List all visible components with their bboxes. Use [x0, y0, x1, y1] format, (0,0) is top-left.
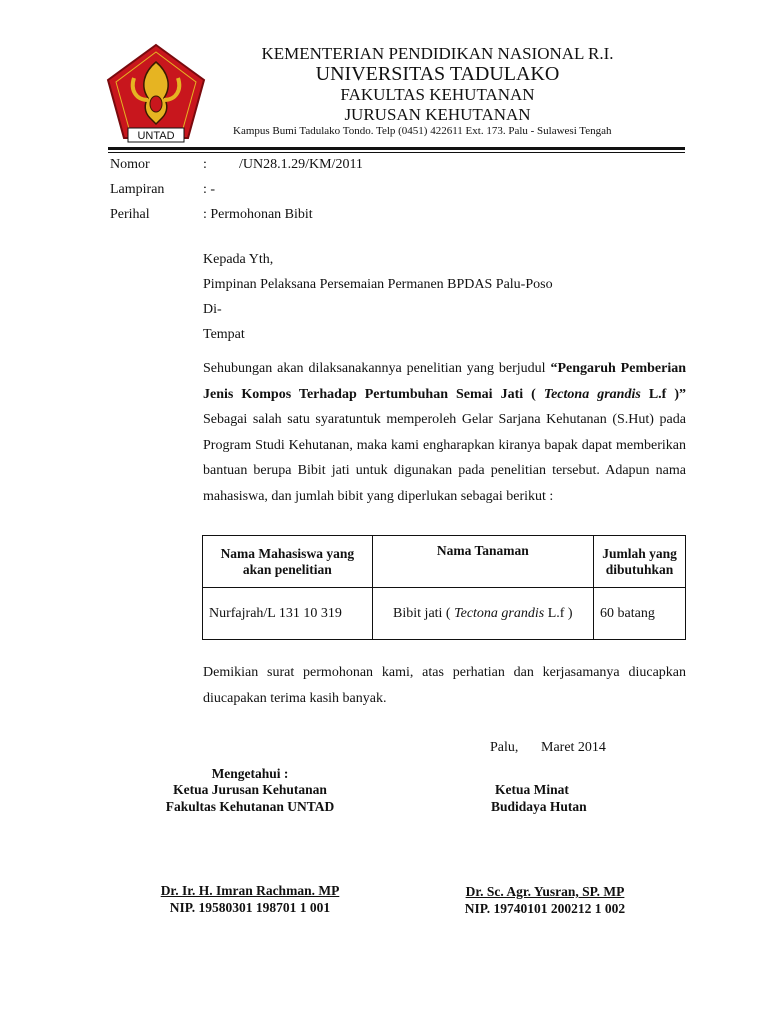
header-divider-thin [108, 152, 685, 153]
perihal-label: Perihal [110, 207, 150, 222]
right-signer-title2: Budidaya Hutan [491, 799, 587, 814]
closing-paragraph: Demikian surat permohonan kami, atas perhatian dan kerjasamanya diucapkan diucapakan terima kasih banyak. [203, 665, 686, 706]
campus-address: Kampus Bumi Tadulako Tondo. Telp (0451) 422611 Ext. 173. Palu - Sulawesi Tengah [233, 125, 612, 137]
header-plant: Nama Tanaman [372, 536, 593, 588]
research-title-species: Tectona grandis [543, 386, 641, 402]
perihal-value: : Permohonan Bibit [203, 207, 313, 222]
body-request: Sebagai salah satu syaratuntuk memperoleh Gelar Sarjana Kehutanan (S.Hut) pada Program Studi Kehutanan, maka kami engharapkan kiranya bapak dapat memberikan bantuan berupa Bibit jati untuk digunakan pada penelitian tersebut. Adapun nama mahasiswa, dan jumlah bibit yang diperlukan sebagai berikut : [203, 412, 686, 504]
nomor-colon: : [203, 157, 207, 172]
plant-species: Tectona grandis [454, 605, 545, 621]
lampiran-label: Lampiran [110, 182, 165, 197]
recipient-di: Di- [203, 302, 222, 317]
university-name: UNIVERSITAS TADULAKO [315, 63, 560, 85]
acknowledged-label: Mengetahui : [211, 766, 289, 781]
header-divider-thick [108, 147, 685, 150]
seedling-request-table [202, 535, 686, 640]
logo-text: UNTAD [137, 130, 175, 142]
cell-amount: 60 batang [594, 588, 686, 640]
table-row [203, 588, 686, 640]
recipient-place: Tempat [203, 327, 245, 342]
plant-prefix: Bibit jati ( [393, 605, 451, 621]
header-student: Nama Mahasiswa yang akan penelitian [203, 536, 373, 588]
left-signer-title1: Ketua Jurusan Kehutanan [173, 782, 327, 797]
table-header-row [203, 536, 686, 588]
left-signer-nip: NIP. 19580301 198701 1 001 [169, 900, 331, 915]
left-signer-title2: Fakultas Kehutanan UNTAD [165, 799, 335, 814]
lampiran-value: : - [203, 182, 216, 197]
nomor-label: Nomor [110, 157, 150, 172]
right-signer-name: Dr. Sc. Agr. Yusran, SP. MP [465, 884, 625, 899]
university-logo [104, 42, 208, 146]
research-title-end: L.f )” [648, 386, 686, 402]
ministry-name: KEMENTERIAN PENDIDIKAN NASIONAL R.I. [261, 44, 614, 63]
plant-suffix: L.f ) [547, 605, 573, 621]
right-signer-title1: Ketua Minat [495, 782, 569, 797]
recipient-name: Pimpinan Pelaksana Persemaian Permanen BPDAS Palu-Poso [203, 277, 553, 292]
faculty-name: FAKULTAS KEHUTANAN [340, 85, 535, 104]
body-intro: Sehubungan akan dilaksanakannya penelitian yang berjudul [203, 361, 546, 376]
header-amount: Jumlah yang dibutuhkan [594, 536, 686, 588]
department-name: JURUSAN KEHUTANAN [344, 105, 531, 124]
right-signer-nip: NIP. 19740101 200212 1 002 [464, 901, 626, 916]
body-paragraph [203, 356, 686, 509]
cell-student: Nurfajrah/L 131 10 319 [203, 588, 373, 640]
cell-plant [372, 588, 593, 640]
recipient-greeting: Kepada Yth, [203, 252, 274, 267]
nomor-value: /UN28.1.29/KM/2011 [239, 157, 363, 172]
research-title: “Pengaruh Pemberian Jenis Kompos Terhadap Pertumbuhan Semai Jati ( [203, 361, 686, 402]
left-signer-name: Dr. Ir. H. Imran Rachman. MP [160, 883, 340, 898]
date-city: Palu, [490, 740, 519, 755]
date-month-year: Maret 2014 [541, 740, 606, 755]
